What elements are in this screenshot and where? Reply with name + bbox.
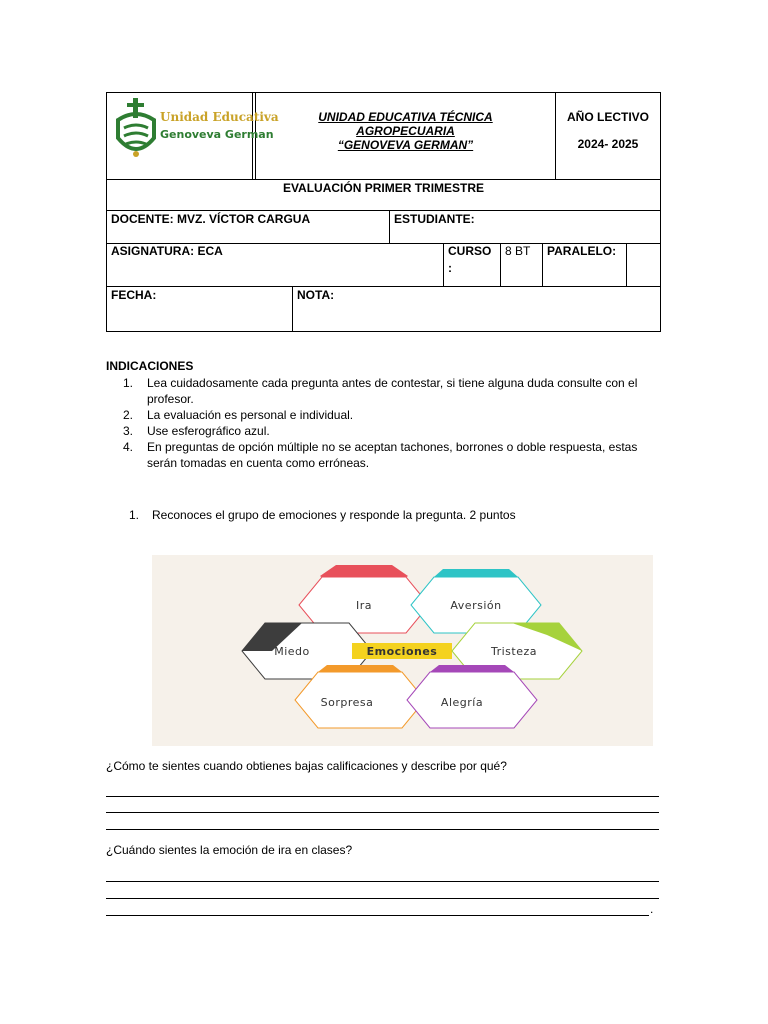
year-label: AÑO LECTIVO — [566, 110, 649, 124]
school-year — [556, 110, 660, 151]
curso-colon: : — [448, 261, 452, 275]
emotion-center-label: Emociones — [366, 645, 438, 658]
answer-line[interactable] — [106, 812, 659, 813]
answer-line[interactable] — [106, 898, 659, 899]
answer-line[interactable] — [106, 829, 659, 830]
year-value: 2024- 2025 — [577, 137, 639, 151]
answer-line[interactable] — [106, 796, 659, 797]
school-logo — [112, 98, 279, 162]
emotion-tristeza-label: Tristeza — [490, 645, 538, 658]
list-item-number: 4. — [123, 440, 134, 454]
question-1-text: Reconoces el grupo de emociones y responde la pregunta. 2 puntos — [152, 508, 516, 522]
docente-field: DOCENTE: MVZ. VÍCTOR CARGUA — [111, 212, 311, 226]
emotion-aversion-label: Aversión — [450, 599, 502, 612]
list-item-text: La evaluación es personal e individual. — [147, 408, 354, 422]
fecha-field[interactable]: FECHA: — [111, 288, 157, 302]
emotion-miedo-label: Miedo — [274, 645, 310, 658]
list-item-number: 2. — [123, 408, 134, 422]
emotions-image — [152, 555, 653, 746]
title-line-2: AGROPECUARIA — [356, 124, 455, 138]
answer-line[interactable] — [106, 881, 659, 882]
sub-question-1: ¿Cómo te sientes cuando obtienes bajas calificaciones y describe por qué? — [106, 759, 507, 773]
title-line-3: “GENOVEVA GERMAN” — [337, 138, 474, 152]
list-item-text-cont: profesor. — [147, 392, 194, 406]
emotion-center — [352, 643, 452, 659]
emotions-hexagon-diagram — [152, 555, 653, 746]
paralelo-field[interactable]: PARALELO: — [547, 244, 617, 258]
list-item-text: Lea cuidadosamente cada pregunta antes de contestar, si tiene alguna duda consulte con el — [147, 376, 638, 390]
end-period: . — [650, 902, 654, 916]
asignatura-field: ASIGNATURA: ECA — [111, 244, 223, 258]
list-item — [123, 423, 667, 439]
emotion-ira-label: Ira — [355, 599, 373, 612]
list-item — [123, 407, 667, 423]
logo-text-line2: Genoveva German — [160, 128, 274, 141]
list-item-number: 3. — [123, 424, 134, 438]
question-1-number: 1. — [129, 508, 140, 522]
list-item-text-cont: serán tomadas en cuenta como erróneas. — [147, 456, 370, 470]
indicaciones-title: INDICACIONES — [106, 359, 194, 373]
emotion-sorpresa-label: Sorpresa — [320, 696, 374, 709]
indicaciones-list — [123, 375, 667, 471]
emotion-alegria-label: Alegría — [440, 696, 484, 709]
school-crest-icon — [114, 98, 158, 162]
answer-line[interactable] — [106, 915, 649, 916]
sub-question-2: ¿Cuándo sientes la emoción de ira en clases? — [106, 843, 353, 857]
list-item — [123, 375, 667, 407]
estudiante-field[interactable]: ESTUDIANTE: — [394, 212, 475, 226]
list-item-text: Use esferográfico azul. — [147, 424, 270, 438]
list-item — [123, 439, 667, 471]
school-title — [256, 110, 555, 152]
nota-field[interactable]: NOTA: — [297, 288, 335, 302]
curso-value: 8 BT — [505, 244, 531, 258]
list-item-number: 1. — [123, 376, 134, 390]
curso-label: CURSO — [448, 244, 492, 258]
title-line-1: UNIDAD EDUCATIVA TÉCNICA — [318, 110, 493, 124]
list-item-text: En preguntas de opción múltiple no se aceptan tachones, borrones o doble respuesta, estas — [147, 440, 638, 454]
eval-title: EVALUACIÓN PRIMER TRIMESTRE — [282, 181, 485, 195]
logo-text-line1: Unidad Educativa — [160, 110, 279, 124]
